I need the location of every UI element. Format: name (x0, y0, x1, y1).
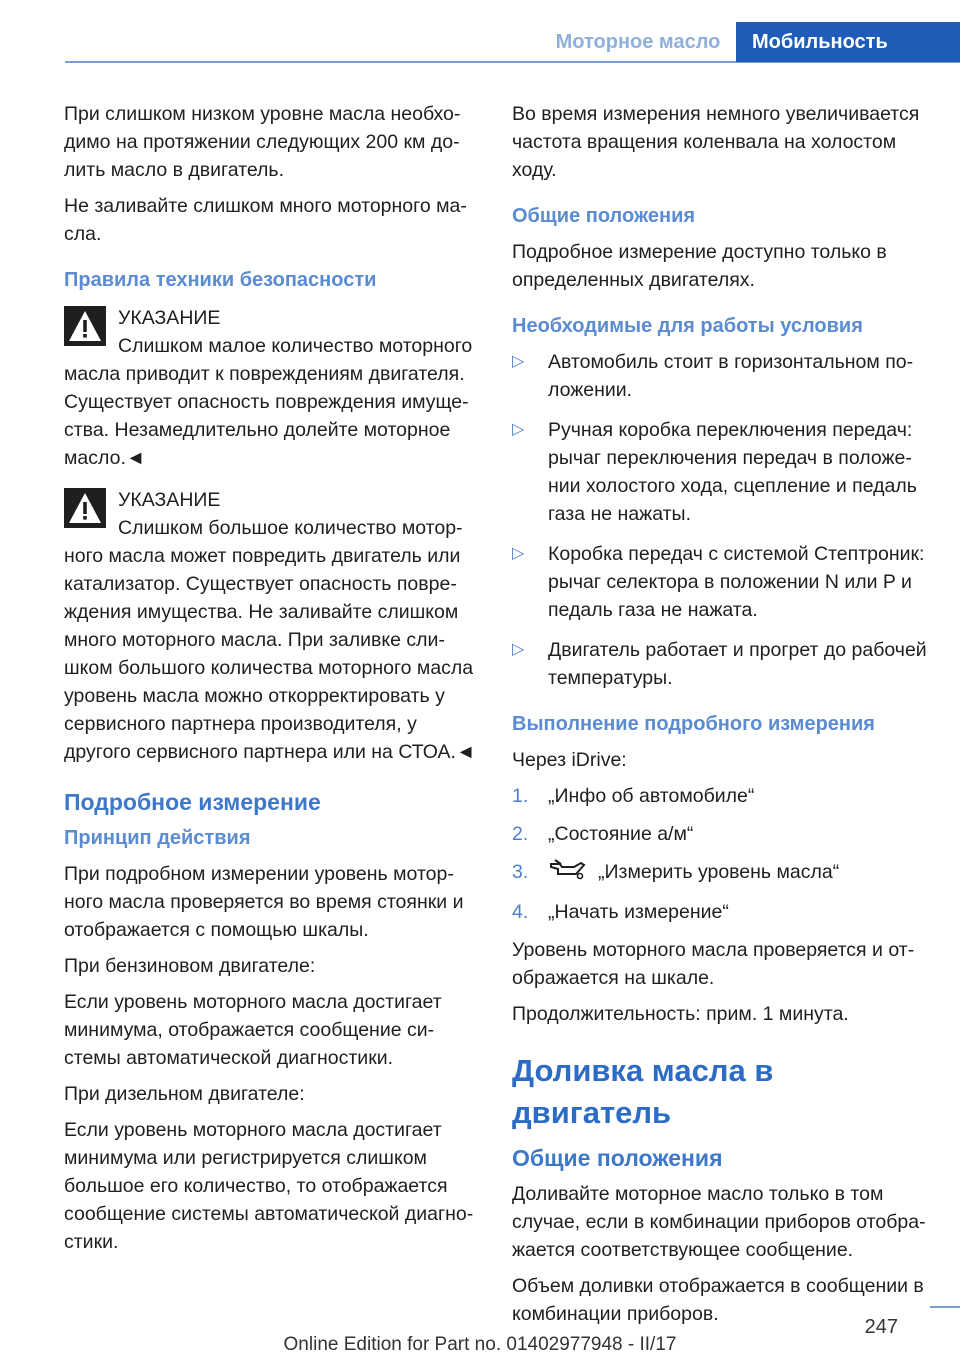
paragraph: Уровень моторного масла проверяется и отображается на шкале. (512, 939, 915, 989)
bullet-triangle-icon: ▷ (512, 421, 525, 438)
warning-title: УКАЗАНИЕ (118, 307, 221, 329)
list-item: ▷ Ручная коробка переключения передач: рычаг переключения передач в положении холостого хода, сцепление и педаль газа не нажаты. (512, 416, 932, 528)
detail-heading: Подробное измерение (64, 789, 321, 815)
paragraph: Через iDrive: (512, 749, 627, 771)
paragraph: При подробном измерении уровень моторного масла проверяется во время стоянки и отображается с помощью шкалы. (64, 863, 464, 941)
left-column (64, 100, 482, 1264)
warning-text: Слишком большое количество моторного масла может повредить двигатель или катализатор. Существует опасность повреждения имущества. Не заливайте слишком много моторного масла. При заливке слишком большого количества моторного масла уровень масла можно откорректировать у сервисного партнера производителя, у другого сервисного партнера или на СТОА.◄ (64, 517, 476, 763)
footer-edition: Online Edition for Part no. 01402977948 - II/17 (283, 1334, 677, 1355)
list-item: ▷ Двигатель работает и прогрет до рабочей температуры. (512, 636, 932, 692)
paragraph: Объем доливки отображается в сообщении в комбинации приборов. (512, 1275, 924, 1325)
steps-list (512, 782, 932, 926)
paragraph: Доливайте моторное масло только в том случае, если в комбинации приборов отображается соответствующее сообщение. (512, 1183, 926, 1261)
list-item: 1. „Инфо об автомобиле“ (512, 785, 755, 807)
paragraph: При слишком низком уровне масла необходимо на протяжении следующих 200 км долить масло в двигатель. (64, 103, 461, 181)
bullet-triangle-icon: ▷ (512, 545, 525, 562)
perform-heading: Выполнение подробного измерения (512, 713, 875, 735)
right-column (512, 100, 932, 1336)
warning-block (64, 304, 482, 472)
list-item: ▷ Автомобиль стоит в горизонтальном положении. (512, 348, 932, 404)
safety-heading: Правила техники безопасности (64, 269, 377, 291)
conditions-heading: Необходимые для работы условия (512, 315, 863, 337)
warning-text: Слишком малое количество моторного масла приводит к повреждениям двигателя. Существует опасность повреждения имущества. Незамедлительно долейте моторное масло.◄ (64, 335, 473, 469)
list-item: 4. „Начать измерение“ (512, 901, 729, 923)
paragraph: Подробное измерение доступно только в определенных двигателях. (512, 241, 887, 291)
conditions-list (512, 348, 932, 692)
topup-heading: Доливка масла в двигатель (512, 1053, 774, 1130)
paragraph: Если уровень моторного масла достигает минимума, отображается сообщение системы автоматической диагностики. (64, 991, 442, 1069)
section-tab[interactable]: Моторное масло (555, 30, 721, 53)
warning-title: УКАЗАНИЕ (118, 489, 221, 511)
paragraph: Во время измерения немного увеличивается частота вращения коленвала на холостом ходу. (512, 103, 920, 181)
paragraph: Не заливайте слишком много моторного масла. (64, 195, 467, 245)
page-rule (930, 1306, 960, 1308)
list-item: 2. „Состояние а/м“ (512, 823, 694, 845)
paragraph: Если уровень моторного масла достигает минимума или регистрируется слишком большое его количество, то отображается сообщение системы автоматической диагностики. (64, 1119, 474, 1253)
chapter-tab[interactable]: Мобильность (736, 22, 960, 62)
warning-triangle-icon (64, 488, 106, 528)
list-item: 3. „Измерить уровень масла“ (512, 858, 932, 888)
paragraph: При дизельном двигателе: (64, 1083, 305, 1105)
paragraph: Продолжительность: прим. 1 минута. (512, 1003, 849, 1025)
paragraph: При бензиновом двигателе: (64, 955, 316, 977)
oil-can-icon (548, 858, 588, 888)
bullet-triangle-icon: ▷ (512, 641, 525, 658)
page-number: 247 (864, 1316, 898, 1338)
warning-triangle-icon (64, 306, 106, 346)
general-heading: Общие положения (512, 205, 696, 227)
list-item: ▷ Коробка передач с системой Стептроник: рычаг селектора в положении N или P и педаль газа не нажата. (512, 540, 932, 624)
warning-block (64, 486, 482, 766)
bullet-triangle-icon: ▷ (512, 353, 525, 370)
general-heading: Общие положения (512, 1145, 723, 1171)
principle-heading: Принцип действия (64, 827, 251, 849)
